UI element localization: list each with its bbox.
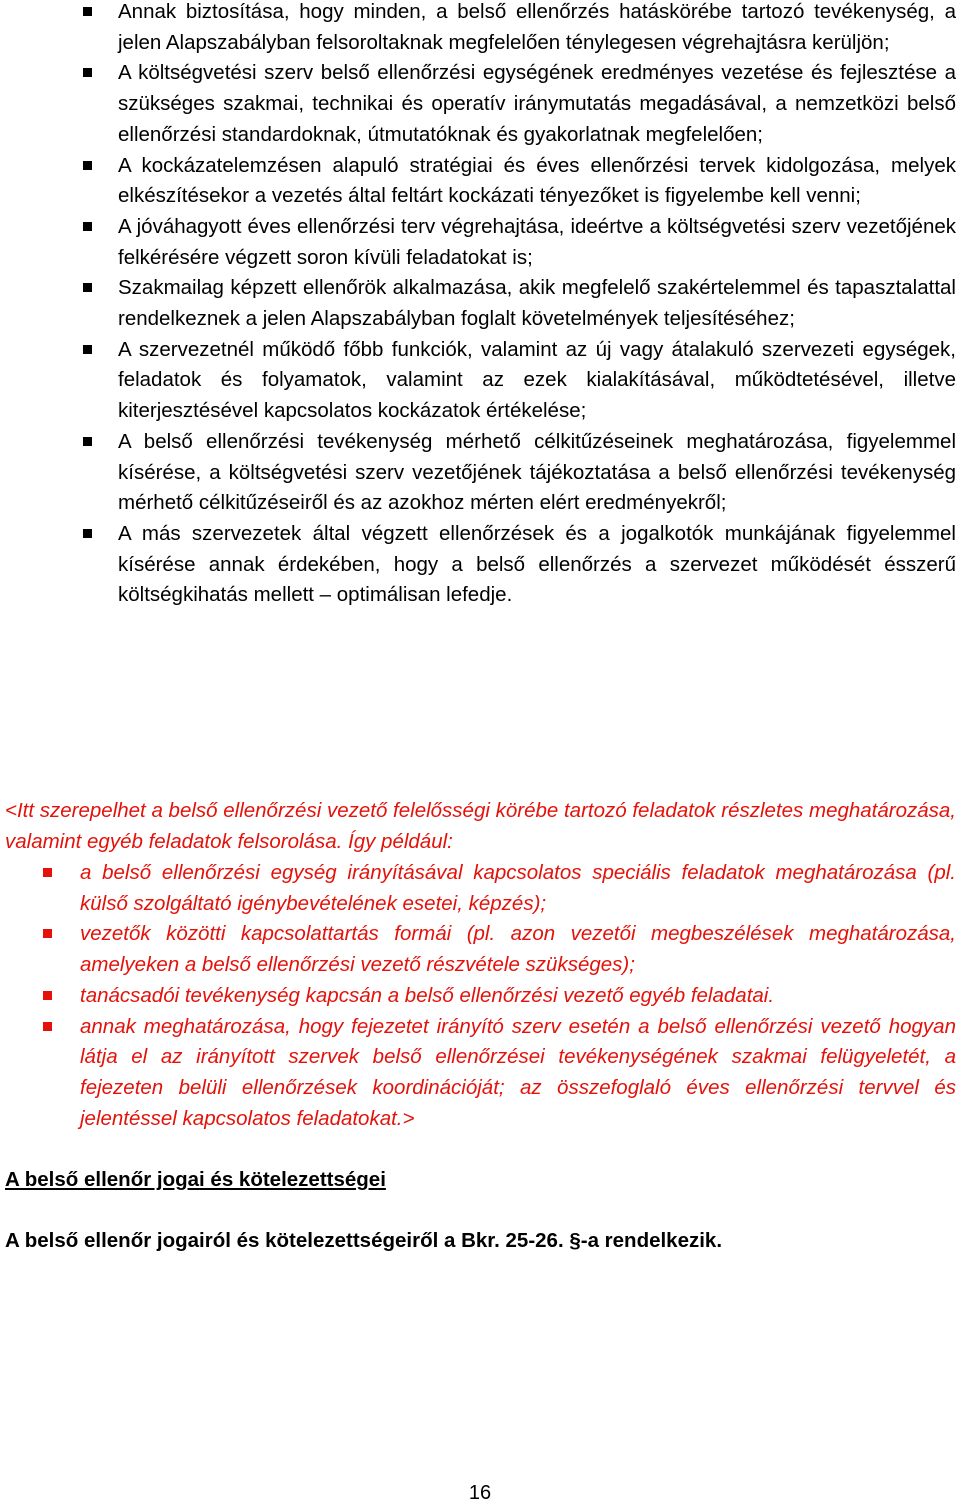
list-item: A költségvetési szerv belső ellenőrzési egységének eredményes vezetése és fejlesztése a szükséges szakmai, technikai és operatív iránymutatás megadásával, a nemzetközi belső ellenőrzési standardoknak, útmutatóknak és gyakorlatnak megfelelően; [118,58,956,150]
duties-list [118,0,956,611]
page-number: 16 [468,1482,492,1504]
list-item: tanácsadói tevékenység kapcsán a belső ellenőrzési vezető egyéb feladatai. [80,981,956,1012]
list-item: Szakmailag képzett ellenőrök alkalmazása, akik megfelelő szakértelemmel és tapasztalattal rendelkeznek a jelen Alapszabályban foglalt követelmények teljesítéséhez; [118,273,956,334]
list-item: Annak biztosítása, hogy minden, a belső ellenőrzés hatáskörébe tartozó tevékenység, a jelen Alapszabályban felsoroltaknak megfelelően ténylegesen végrehajtásra kerüljön; [118,0,956,58]
list-item: A kockázatelemzésen alapuló stratégiai és éves ellenőrzési tervek kidolgozása, melyek elkészítésekor a vezetés által feltárt kockázati tényezőket is figyelembe kell venni; [118,151,956,212]
list-item: A belső ellenőrzési tevékenység mérhető célkitűzéseinek meghatározása, figyelemmel kísérése, a költségvetési szerv vezetőjének tájékoztatása a belső ellenőrzési tevékenység mérhető célkitűzéseiről és az azokhoz mérten elért eredményekről; [118,427,956,519]
section-statement: A belső ellenőr jogairól és kötelezettségeiről a Bkr. 25-26. §-a rendelkezik. [5,1229,723,1252]
list-item: A jóváhagyott éves ellenőrzési terv végrehajtása, ideértve a költségvetési szerv vezetőjének felkérésére végzett soron kívüli feladatokat is; [118,212,956,273]
list-item: a belső ellenőrzési egység irányításával kapcsolatos speciális feladatok meghatározása (pl. külső szolgáltató igénybevételének esetei, képzés); [80,858,956,919]
list-item: A más szervezetek által végzett ellenőrzések és a jogalkotók munkájának figyelemmel kísérése annak érdekében, hogy a belső ellenőrzés a szervezet működését ésszerű költségkihatás mellett – optimálisan lefedje. [118,519,956,611]
list-item: annak meghatározása, hogy fejezetet irányító szerv esetén a belső ellenőrzési vezető hogyan látja el az irányított szervek belső ellenőrzései tevékenységének szakmai felügyeletét, a fejezeten belüli ellenőrzések koordinációját; az összefoglaló éves ellenőrzési tervvel és jelentéssel kapcsolatos feladatokat.> [80,1012,956,1135]
list-item: vezetők közötti kapcsolattartás formái (pl. azon vezetői megbeszélések meghatározása, amelyeken a belső ellenőrzési vezető részvétele szükséges); [80,919,956,980]
optional-note-list [80,858,956,1134]
list-item: A szervezetnél működő főbb funkciók, valamint az új vagy átalakuló szervezeti egységek, feladatok és folyamatok, valamint az ezek kialakításával, működtetésével, illetve kiterjesztésével kapcsolatos kockázatok értékelése; [118,335,956,427]
section-heading: A belső ellenőr jogai és kötelezettségei [5,1168,386,1191]
optional-note-intro: <Itt szerepelhet a belső ellenőrzési vezető felelősségi körébe tartozó feladatok részletes meghatározása, valamint egyéb feladatok felsorolása. Így például: [5,799,956,853]
